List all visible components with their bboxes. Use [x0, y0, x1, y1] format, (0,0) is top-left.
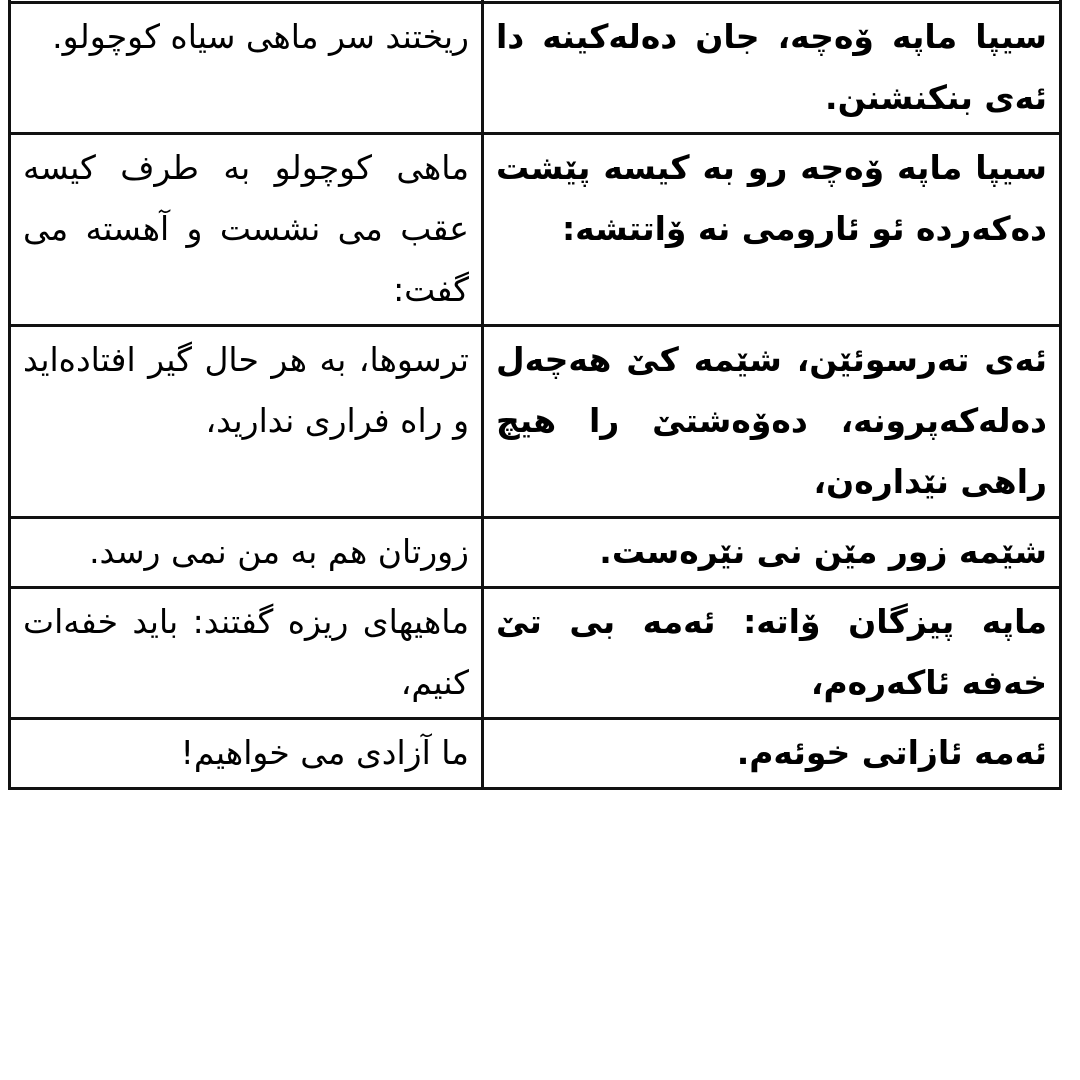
persian-cell: ماهی کوچولو به طرف کیسه عقب می نشست و آهسته می گفت: [10, 134, 483, 326]
kurdish-cell: سیپا ماپه ۆەچە رو به کیسە پێشت دەکەردە ئو ئارومی نە ۆاتتشە: [483, 134, 1061, 326]
table-row [10, 518, 1061, 588]
kurdish-cell: ماپه پیزگان ۆاته: ئەمە بی تێ خەفە ئاکەرەم، [483, 588, 1061, 719]
table-row [10, 326, 1061, 518]
kurdish-cell: ئەمە ئازاتی خوئەم. [483, 719, 1061, 789]
kurdish-cell: شێمە زور مێن نی نێرەست. [483, 518, 1061, 588]
table-row [10, 3, 1061, 134]
translation-table [8, 0, 1062, 790]
table-row [10, 588, 1061, 719]
persian-cell: ماهیهای ریزه گفتند: باید خفەات کنیم، [10, 588, 483, 719]
table-row [10, 719, 1061, 789]
persian-cell: زورتان هم به من نمی رسد. [10, 518, 483, 588]
persian-cell: ما آزادی می خواهیم! [10, 719, 483, 789]
table-row [10, 134, 1061, 326]
kurdish-cell: ئەی تەرسوئێن، شێمە کێ هەچەل دەلەکەپرونە، دەۆەشتێ را هیچ راهی نێدارەن، [483, 326, 1061, 518]
kurdish-cell: سیپا ماپه ۆەچە، جان دەلەکینە دا ئەی بنکنشنن. [483, 3, 1061, 134]
persian-cell: ریختند سر ماهی سیاه کوچولو. [10, 3, 483, 134]
persian-cell: ترسوها، به هر حال گیر افتادەاید و راه فراری ندارید، [10, 326, 483, 518]
